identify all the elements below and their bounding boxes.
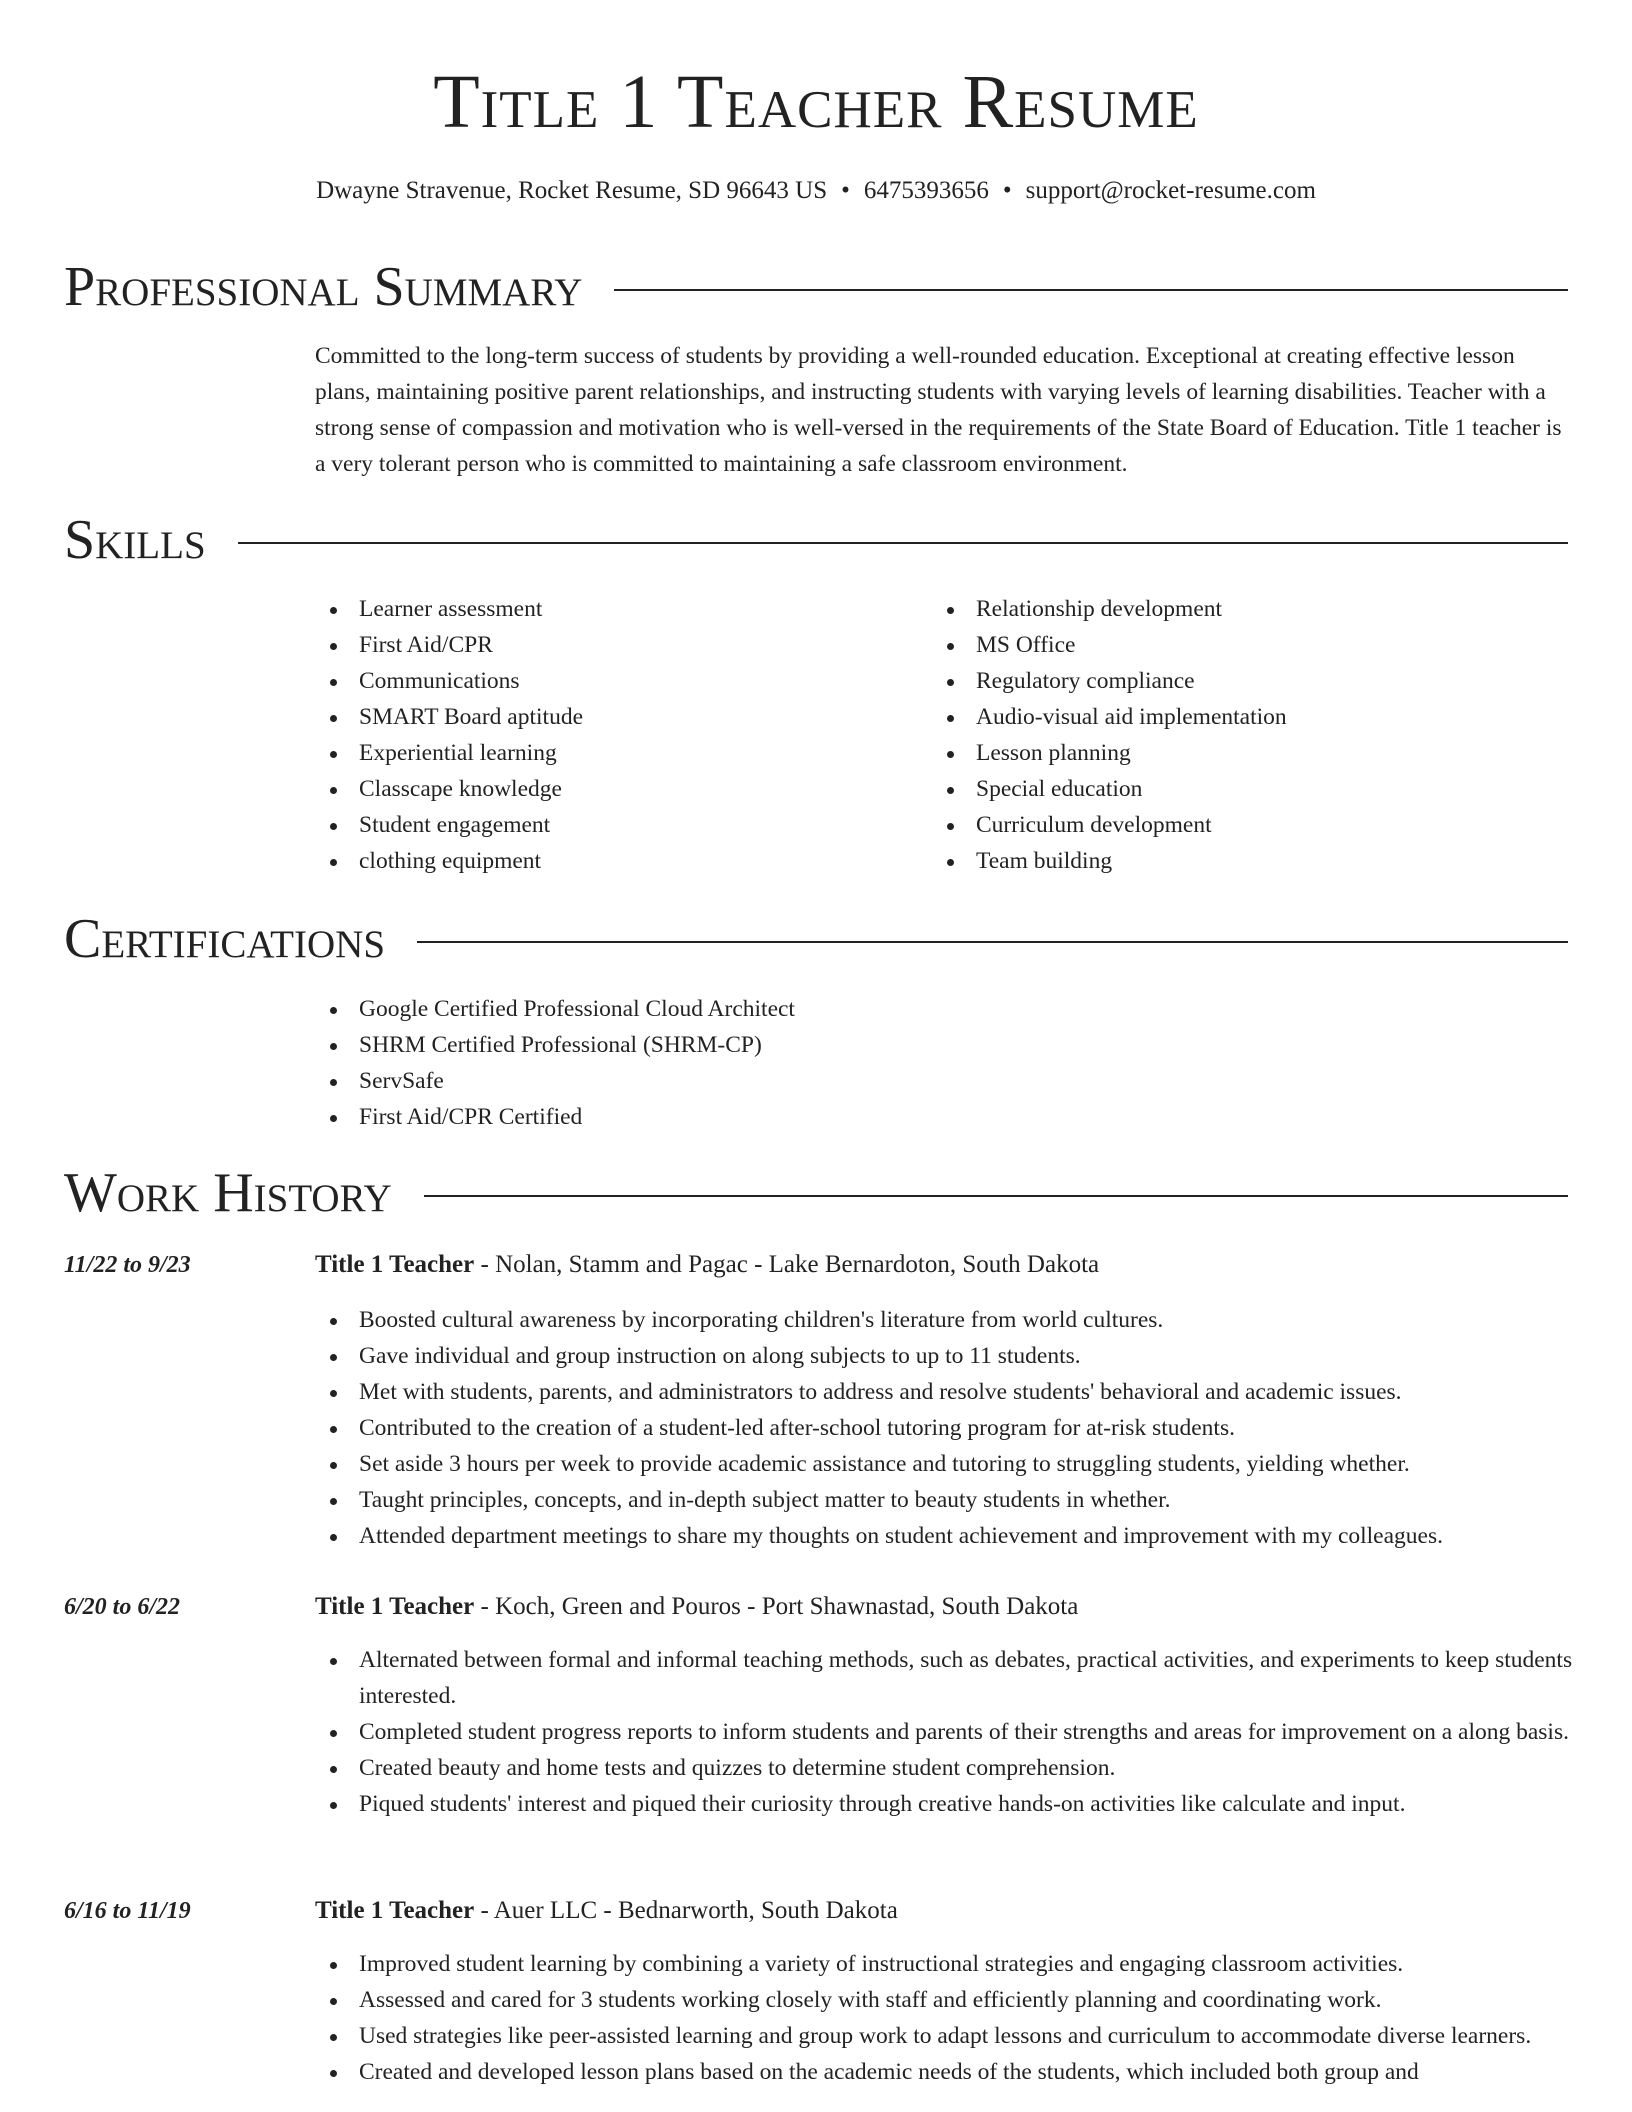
- job-duty: Set aside 3 hours per week to provide academic assistance and tutoring to struggling students, yielding whether.: [315, 1446, 1577, 1482]
- skill-item: Audio-visual aid implementation: [932, 699, 1287, 735]
- job-dates: 6/16 to 11/19: [64, 1898, 191, 1924]
- skill-item: Relationship development: [932, 591, 1287, 627]
- job-duty: Taught principles, concepts, and in-depth subject matter to beauty students in whether.: [315, 1482, 1577, 1518]
- skill-item: MS Office: [932, 627, 1287, 663]
- work-history-heading: Work History: [64, 1162, 392, 1224]
- section-divider: [424, 1195, 1568, 1197]
- summary-heading: Professional Summary: [64, 256, 583, 318]
- job-title: Title 1 Teacher: [315, 1897, 475, 1924]
- skill-item: Student engagement: [315, 807, 583, 843]
- skill-item: Classcape knowledge: [315, 771, 583, 807]
- job-duty: Assessed and cared for 3 students working closely with staff and efficiently planning and coordinating work.: [315, 1982, 1577, 2018]
- job-duty: Alternated between formal and informal teaching methods, such as debates, practical activities, and experiments to keep students interested.: [315, 1642, 1577, 1714]
- skills-section-header: [64, 508, 1568, 572]
- resume-title: Title 1 Teacher Resume: [433, 60, 1199, 144]
- certifications-list: [315, 991, 795, 1135]
- contact-separator: •: [1002, 177, 1012, 204]
- certifications-section-header: [64, 907, 1568, 971]
- job-duties-list: [315, 1642, 1577, 1822]
- skills-list-right: [932, 591, 1287, 879]
- contact-phone: 6475393656: [863, 177, 989, 204]
- job-employer: - Nolan, Stamm and Pagac - Lake Bernardoton, South Dakota: [474, 1251, 1100, 1278]
- contact-line: [0, 174, 1632, 208]
- section-divider: [417, 941, 1568, 943]
- job-duties-list: [315, 1946, 1577, 2090]
- certification-item: Google Certified Professional Cloud Architect: [315, 991, 795, 1027]
- job-duty: Piqued students' interest and piqued their curiosity through creative hands-on activities like calculate and input.: [315, 1786, 1577, 1822]
- contact-separator: •: [841, 177, 850, 204]
- job-duties-list: [315, 1302, 1577, 1554]
- contact-address: Dwayne Stravenue, Rocket Resume, SD 96643 US: [316, 177, 828, 204]
- skill-item: Curriculum development: [932, 807, 1287, 843]
- job-duty: Created beauty and home tests and quizzes to determine student comprehension.: [315, 1750, 1577, 1786]
- job-header: [315, 1590, 1078, 1624]
- skills-list-left: [315, 591, 583, 879]
- skill-item: clothing equipment: [315, 843, 583, 879]
- job-duty: Attended department meetings to share my thoughts on student achievement and improvement with my colleagues.: [315, 1518, 1577, 1554]
- section-divider: [238, 542, 1568, 544]
- skill-item: Learner assessment: [315, 591, 583, 627]
- section-divider: [614, 289, 1568, 291]
- job-duty: Boosted cultural awareness by incorporating children's literature from world cultures.: [315, 1302, 1577, 1338]
- job-header: [315, 1248, 1099, 1282]
- job-duty: Improved student learning by combining a variety of instructional strategies and engaging classroom activities.: [315, 1946, 1577, 1982]
- job-duty: Met with students, parents, and administrators to address and resolve students' behavioral and academic issues.: [315, 1374, 1577, 1410]
- skill-item: Regulatory compliance: [932, 663, 1287, 699]
- job-duty: Completed student progress reports to inform students and parents of their strengths and areas for improvement on a along basis.: [315, 1714, 1577, 1750]
- certification-item: SHRM Certified Professional (SHRM-CP): [315, 1027, 795, 1063]
- skill-item: Experiential learning: [315, 735, 583, 771]
- contact-email[interactable]: support@rocket-resume.com: [1025, 177, 1316, 204]
- certifications-heading: Certifications: [64, 908, 386, 970]
- job-duty: Contributed to the creation of a student-led after-school tutoring program for at-risk students.: [315, 1410, 1577, 1446]
- certification-item: First Aid/CPR Certified: [315, 1099, 795, 1135]
- job-employer: - Koch, Green and Pouros - Port Shawnastad, South Dakota: [474, 1593, 1079, 1620]
- skill-item: SMART Board aptitude: [315, 699, 583, 735]
- summary-text: Committed to the long-term success of students by providing a well-rounded education. Exceptional at creating effective lesson plans, maintaining positive parent relationships, and instructing students with varying levels of learning disabilities. Teacher with a strong sense of compassion and motivation who is well-versed in the requirements of the State Board of Education. Title 1 teacher is a very tolerant person who is committed to maintaining a safe classroom environment.: [315, 343, 1562, 477]
- job-duty: Used strategies like peer-assisted learning and group work to adapt lessons and curriculum to accommodate diverse learners.: [315, 2018, 1577, 2054]
- job-title: Title 1 Teacher: [315, 1251, 475, 1278]
- skill-item: Special education: [932, 771, 1287, 807]
- skill-item: First Aid/CPR: [315, 627, 583, 663]
- certification-item: ServSafe: [315, 1063, 795, 1099]
- job-duty: Created and developed lesson plans based on the academic needs of the students, which included both group and: [315, 2054, 1577, 2090]
- job-dates: 11/22 to 9/23: [64, 1252, 191, 1278]
- job-dates: 6/20 to 6/22: [64, 1594, 181, 1620]
- skill-item: Team building: [932, 843, 1287, 879]
- skill-item: Communications: [315, 663, 583, 699]
- job-header: [315, 1894, 898, 1928]
- job-duty: Gave individual and group instruction on along subjects to up to 11 students.: [315, 1338, 1577, 1374]
- summary-section-header: [64, 255, 1568, 319]
- work-history-section-header: [64, 1161, 1568, 1225]
- job-title: Title 1 Teacher: [315, 1593, 475, 1620]
- job-employer: - Auer LLC - Bednarworth, South Dakota: [474, 1897, 898, 1924]
- skills-heading: Skills: [64, 509, 206, 571]
- skill-item: Lesson planning: [932, 735, 1287, 771]
